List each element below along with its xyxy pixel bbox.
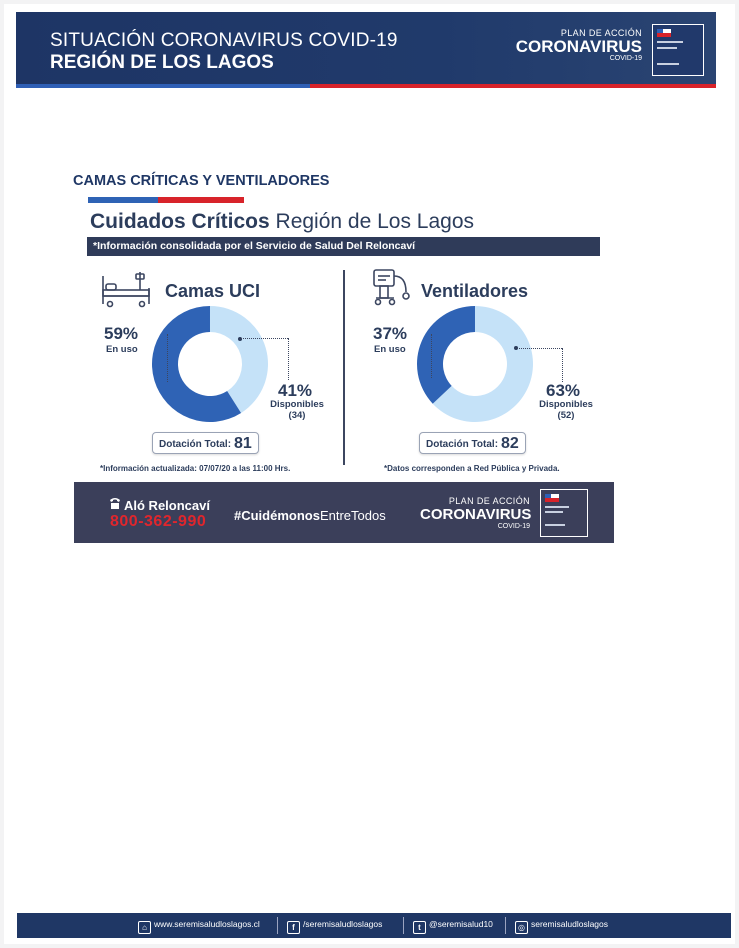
chile-flag-icon — [657, 29, 671, 37]
footer-web-text: www.seremisaludloslagos.cl — [154, 919, 260, 929]
banner-brand-name: CORONAVIRUS — [420, 506, 532, 523]
banner-chile-flag-icon — [545, 494, 559, 502]
plan-coronavirus-logo — [504, 28, 642, 62]
header-band — [16, 12, 716, 84]
vent-available-pct: 63% — [546, 381, 581, 400]
contact-banner — [74, 482, 614, 543]
banner-coronavirus-logo — [420, 496, 530, 530]
gobierno-logo — [652, 24, 704, 76]
footer-instagram[interactable] — [515, 919, 608, 934]
camas-available-label: Disponibles — [270, 399, 324, 410]
brand-covid-text: COVID-19 — [609, 55, 642, 62]
facebook-icon: f — [287, 921, 300, 934]
footer-twitter-text: @seremisalud10 — [429, 919, 493, 929]
footer-facebook-text: /seremisaludloslagos — [303, 919, 383, 929]
camas-total-box — [152, 432, 259, 454]
twitter-icon: t — [413, 921, 426, 934]
hashtag-bold: #Cuidémonos — [234, 508, 320, 523]
hashtag-text — [234, 508, 386, 523]
web-icon: ⌂ — [138, 921, 151, 934]
header-title-line2: REGIÓN DE LOS LAGOS — [50, 52, 274, 73]
section-title: CAMAS CRÍTICAS Y VENTILADORES — [73, 173, 330, 189]
panel-divider — [343, 270, 345, 465]
footer-bar — [17, 913, 731, 938]
infographic-subtitle: *Información consolidada por el Servicio de Salud Del Reloncaví — [87, 237, 600, 256]
footer-web[interactable] — [138, 919, 260, 934]
vent-total-label: Dotación Total: — [426, 439, 499, 450]
banner-gobierno-logo — [540, 489, 588, 537]
camas-in-use-pct: 59% — [104, 324, 139, 343]
banner-brand-covid: COVID-19 — [497, 523, 530, 530]
vent-total-box — [419, 432, 526, 454]
ventiladores-title: Ventiladores — [421, 281, 529, 301]
camas-donut-chart — [150, 304, 270, 424]
vent-available-label: Disponibles — [539, 399, 593, 410]
camas-available-count: (34) — [288, 410, 306, 421]
section-bar-blue — [88, 197, 158, 203]
page — [4, 4, 735, 944]
vent-total-value: 82 — [501, 435, 519, 452]
footer-facebook[interactable] — [287, 919, 382, 934]
alo-reloncavi-text: Aló Reloncaví — [124, 498, 210, 513]
camas-available-pct: 41% — [278, 381, 313, 400]
telephone-icon — [108, 496, 122, 510]
vent-in-use-slice — [417, 306, 475, 404]
infographic-title-rest: Región de Los Lagos — [269, 210, 475, 233]
footer-twitter[interactable] — [413, 919, 493, 934]
instagram-icon: ◎ — [515, 921, 528, 934]
vent-available-count: (52) — [557, 410, 575, 421]
banner-brand-plan: PLAN DE ACCIÓN — [448, 496, 530, 506]
camas-total-value: 81 — [234, 435, 252, 452]
footnote-network: *Datos corresponden a Red Pública y Privada. — [384, 464, 560, 473]
camas-in-use-label: En uso — [106, 344, 138, 355]
hospital-bed-icon — [100, 270, 152, 308]
camas-uci-title: Camas UCI — [165, 281, 261, 301]
section-bar-red — [158, 197, 244, 203]
vent-in-use-pct: 37% — [373, 324, 408, 343]
infographic-title-bold: Cuidados Críticos — [90, 210, 270, 233]
footer-instagram-text: seremisaludloslagos — [531, 919, 609, 929]
vent-in-use-label: En uso — [374, 344, 406, 355]
infographic-title — [90, 210, 474, 234]
footnote-updated: *Información actualizada: 07/07/20 a las 11:00 Hrs. — [100, 464, 291, 473]
ventilator-icon — [370, 266, 412, 308]
camas-total-label: Dotación Total: — [159, 439, 232, 450]
ventiladores-donut-chart — [415, 304, 535, 424]
brand-name-text: CORONAVIRUS — [515, 37, 642, 56]
brand-plan-text: PLAN DE ACCIÓN — [560, 28, 642, 38]
header-title-line1: SITUACIÓN CORONAVIRUS COVID-19 — [50, 30, 398, 51]
header-stripe — [16, 84, 716, 88]
phone-number: 800-362-990 — [110, 513, 207, 530]
hashtag-rest: EntreTodos — [319, 508, 386, 523]
